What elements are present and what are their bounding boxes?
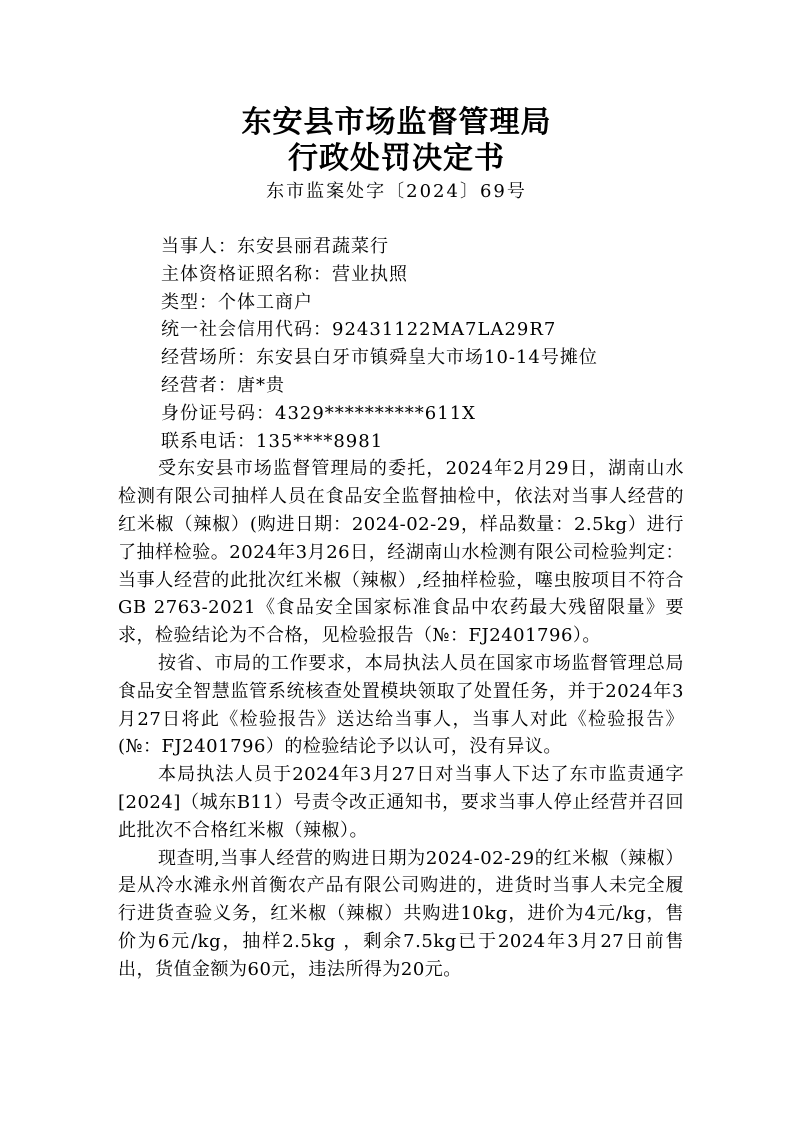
field-label: 统一社会信用代码： — [161, 319, 332, 341]
field-label: 主体资格证照名称： — [161, 263, 332, 285]
field-label: 经营场所： — [161, 347, 256, 369]
field-value: 4329**********611X — [275, 402, 476, 424]
field-value: 92431122MA7LA29R7 — [332, 319, 557, 341]
party-field — [118, 372, 684, 400]
field-label: 当事人： — [161, 236, 237, 257]
party-info — [118, 233, 684, 455]
body-paragraph: 受东安县市场监督管理局的委托，2024年2月29日，湖南山水检测有限公司抽样人员在食品安全监督抽检中，依法对当事人经营的红米椒（辣椒）(购进日期：2024-02-29，样品数量：2.5kg）进行了抽样检验。2024年3月26日，经湖南山水检测有限公司检验判定：当事人经营的此批次红米椒（辣椒）,经抽样检验，噻虫胺项目不符合GB 2763-2021《食品安全国家标准食品中农药最大残留限量》要求，检验结论为不合格，见检验报告（№：FJ2401796）。 — [118, 458, 684, 647]
party-field — [118, 289, 684, 317]
field-value: 135****8981 — [256, 430, 384, 452]
party-field — [118, 428, 684, 456]
party-field — [118, 261, 684, 289]
body-paragraph: 本局执法人员于2024年3月27日对当事人下达了东市监责通字[2024]（城东B11）号责令改正通知书，要求当事人停止经营并召回此批次不合格红米椒（辣椒）。 — [118, 764, 684, 841]
document-number: 东市监案处字〔2024〕69号 — [266, 181, 527, 202]
field-value: 营业执照 — [332, 263, 408, 285]
field-value: 东安县白牙市镇舜皇大市场10-14号摊位 — [256, 347, 598, 369]
body-paragraph: 按省、市局的工作要求，本局执法人员在国家市场监督管理总局食品安全智慧监管系统核查处置模块领取了处置任务，并于2024年3月27日将此《检验报告》送达给当事人，当事人对此《检验报告》(№：FJ2401796）的检验结论予以认可，没有异议。 — [118, 652, 684, 758]
party-field — [118, 400, 684, 428]
field-label: 类型： — [161, 291, 218, 313]
field-value: 东安县丽君蔬菜行 — [237, 236, 389, 257]
field-label: 经营者： — [161, 374, 237, 396]
document-title: 东安县市场监督管理局 — [241, 105, 552, 140]
field-value: 个体工商户 — [218, 291, 313, 313]
document-body — [118, 233, 684, 984]
field-value: 唐*贵 — [237, 374, 285, 396]
body-paragraph: 现查明,当事人经营的购进日期为2024-02-29的红米椒（辣椒）是从冷水滩永州首衡农产品有限公司购进的，进货时当事人未完全履行进货查验义务，红米椒（辣椒）共购进10kg，进价为4元/kg，售价为6元/kg，抽样2.5kg ，剩余7.5kg已于2024年3月27日前售出，货值金额为60元，违法所得为20元。 — [118, 847, 684, 980]
party-field — [118, 344, 684, 372]
document-subtitle: 行政处罚决定书 — [288, 141, 505, 176]
field-label: 身份证号码： — [161, 402, 275, 424]
party-field — [118, 233, 684, 261]
party-field — [118, 316, 684, 344]
field-label: 联系电话： — [161, 430, 256, 452]
